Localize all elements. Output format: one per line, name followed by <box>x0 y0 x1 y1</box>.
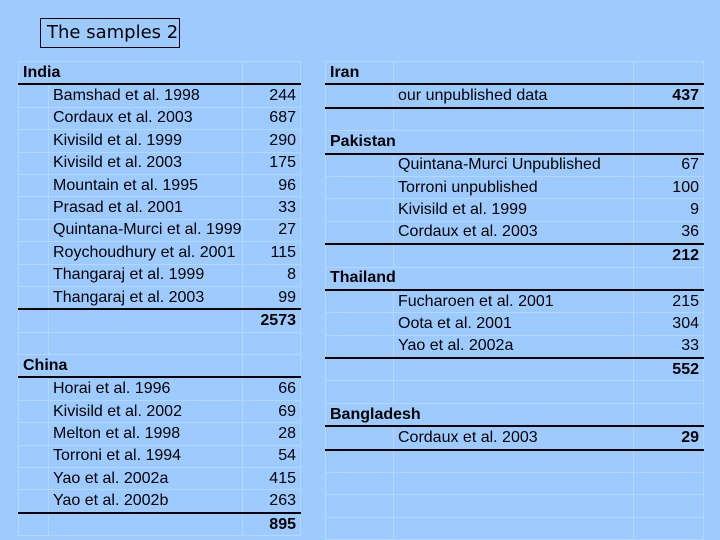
count-cell: 99 <box>243 286 301 309</box>
india-total: 2573 <box>243 309 301 332</box>
source-cell: Torroni unpublished <box>394 176 634 198</box>
count-cell: 28 <box>243 423 301 445</box>
count-cell: 290 <box>243 130 301 152</box>
bangladesh-heading: Bangladesh <box>326 403 634 426</box>
table-row <box>326 154 704 177</box>
pakistan-header-row <box>326 131 704 154</box>
count-cell: 215 <box>634 290 704 313</box>
count-cell: 96 <box>243 174 301 196</box>
india-total-row <box>19 309 301 332</box>
iran-heading: Iran <box>326 62 394 85</box>
source-cell: Cordaux et al. 2003 <box>49 107 243 129</box>
pakistan-total: 212 <box>634 244 704 267</box>
source-cell: Torroni et al. 1994 <box>49 445 243 467</box>
table-row <box>326 176 704 198</box>
thailand-heading: Thailand <box>326 267 634 290</box>
table-row <box>326 426 704 449</box>
china-total: 895 <box>243 513 301 536</box>
spacer-row <box>326 450 704 473</box>
count-cell: 415 <box>243 468 301 490</box>
table-row <box>19 84 301 107</box>
table-row <box>19 130 301 152</box>
source-cell: Kivisild et al. 1999 <box>49 130 243 152</box>
table-row <box>326 313 704 335</box>
source-cell: Cordaux et al. 2003 <box>394 426 634 449</box>
source-cell: Yao et al. 2002b <box>49 490 243 513</box>
count-cell: 8 <box>243 264 301 286</box>
table-row <box>19 377 301 400</box>
source-cell: Kivisild et al. 2002 <box>49 400 243 422</box>
pakistan-total-row <box>326 244 704 267</box>
count-cell: 67 <box>634 154 704 177</box>
count-cell: 33 <box>243 197 301 219</box>
table-row <box>326 221 704 244</box>
source-cell: Horai et al. 1996 <box>49 377 243 400</box>
spacer-row <box>326 495 704 517</box>
count-cell: 54 <box>243 445 301 467</box>
count-cell: 263 <box>243 490 301 513</box>
spacer-row <box>326 473 704 495</box>
source-cell: Kivisild et al. 1999 <box>394 199 634 221</box>
table-row <box>326 335 704 358</box>
table-row <box>19 152 301 174</box>
table-row <box>326 199 704 221</box>
source-cell: Oota et al. 2001 <box>394 313 634 335</box>
source-cell: Roychoudhury et al. 2001 <box>49 242 243 264</box>
table-row <box>19 242 301 264</box>
pakistan-heading: Pakistan <box>326 131 634 154</box>
india-heading: India <box>19 62 243 85</box>
bangladesh-total: 29 <box>634 426 704 449</box>
spacer-row <box>326 108 704 131</box>
table-row <box>19 219 301 241</box>
count-cell: 100 <box>634 176 704 198</box>
table-row <box>326 290 704 313</box>
spacer-row <box>326 517 704 539</box>
china-header-row <box>19 355 301 378</box>
source-cell: Prasad et al. 2001 <box>49 197 243 219</box>
source-cell: Mountain et al. 1995 <box>49 174 243 196</box>
count-cell: 687 <box>243 107 301 129</box>
china-heading: China <box>19 355 243 378</box>
source-cell: Yao et al. 2002a <box>49 468 243 490</box>
table-row <box>19 264 301 286</box>
iran-total: 437 <box>634 84 704 107</box>
table-row <box>19 423 301 445</box>
spacer-row <box>19 332 301 354</box>
table-row <box>19 197 301 219</box>
table-row <box>19 400 301 422</box>
count-cell: 244 <box>243 84 301 107</box>
count-cell: 27 <box>243 219 301 241</box>
count-cell: 66 <box>243 377 301 400</box>
source-cell: our unpublished data <box>394 84 634 107</box>
table-row <box>326 84 704 107</box>
bangladesh-header-row <box>326 403 704 426</box>
table-row <box>19 286 301 309</box>
india-header-row <box>19 62 301 85</box>
count-cell: 33 <box>634 335 704 358</box>
source-cell: Fucharoen et al. 2001 <box>394 290 634 313</box>
iran-header-row <box>326 62 704 85</box>
thailand-header-row <box>326 267 704 290</box>
thailand-total: 552 <box>634 358 704 381</box>
source-cell: Quintana-Murci Unpublished <box>394 154 634 177</box>
right-sample-table <box>325 61 704 540</box>
table-row <box>19 107 301 129</box>
source-cell: Thangaraj et al. 2003 <box>49 286 243 309</box>
table-row <box>19 468 301 490</box>
slide-title: The samples 2 <box>40 18 180 48</box>
spacer-row <box>326 381 704 403</box>
left-sample-table <box>18 61 301 536</box>
count-cell: 36 <box>634 221 704 244</box>
thailand-total-row <box>326 358 704 381</box>
source-cell: Melton et al. 1998 <box>49 423 243 445</box>
count-cell: 175 <box>243 152 301 174</box>
source-cell: Quintana-Murci et al. 1999 <box>49 219 243 241</box>
source-cell: Kivisild et al. 2003 <box>49 152 243 174</box>
source-cell: Yao et al. 2002a <box>394 335 634 358</box>
table-row <box>19 174 301 196</box>
china-total-row <box>19 513 301 536</box>
source-cell: Bamshad et al. 1998 <box>49 84 243 107</box>
source-cell: Cordaux et al. 2003 <box>394 221 634 244</box>
count-cell: 69 <box>243 400 301 422</box>
count-cell: 304 <box>634 313 704 335</box>
source-cell: Thangaraj et al. 1999 <box>49 264 243 286</box>
table-row <box>19 445 301 467</box>
table-row <box>19 490 301 513</box>
count-cell: 115 <box>243 242 301 264</box>
count-cell: 9 <box>634 199 704 221</box>
